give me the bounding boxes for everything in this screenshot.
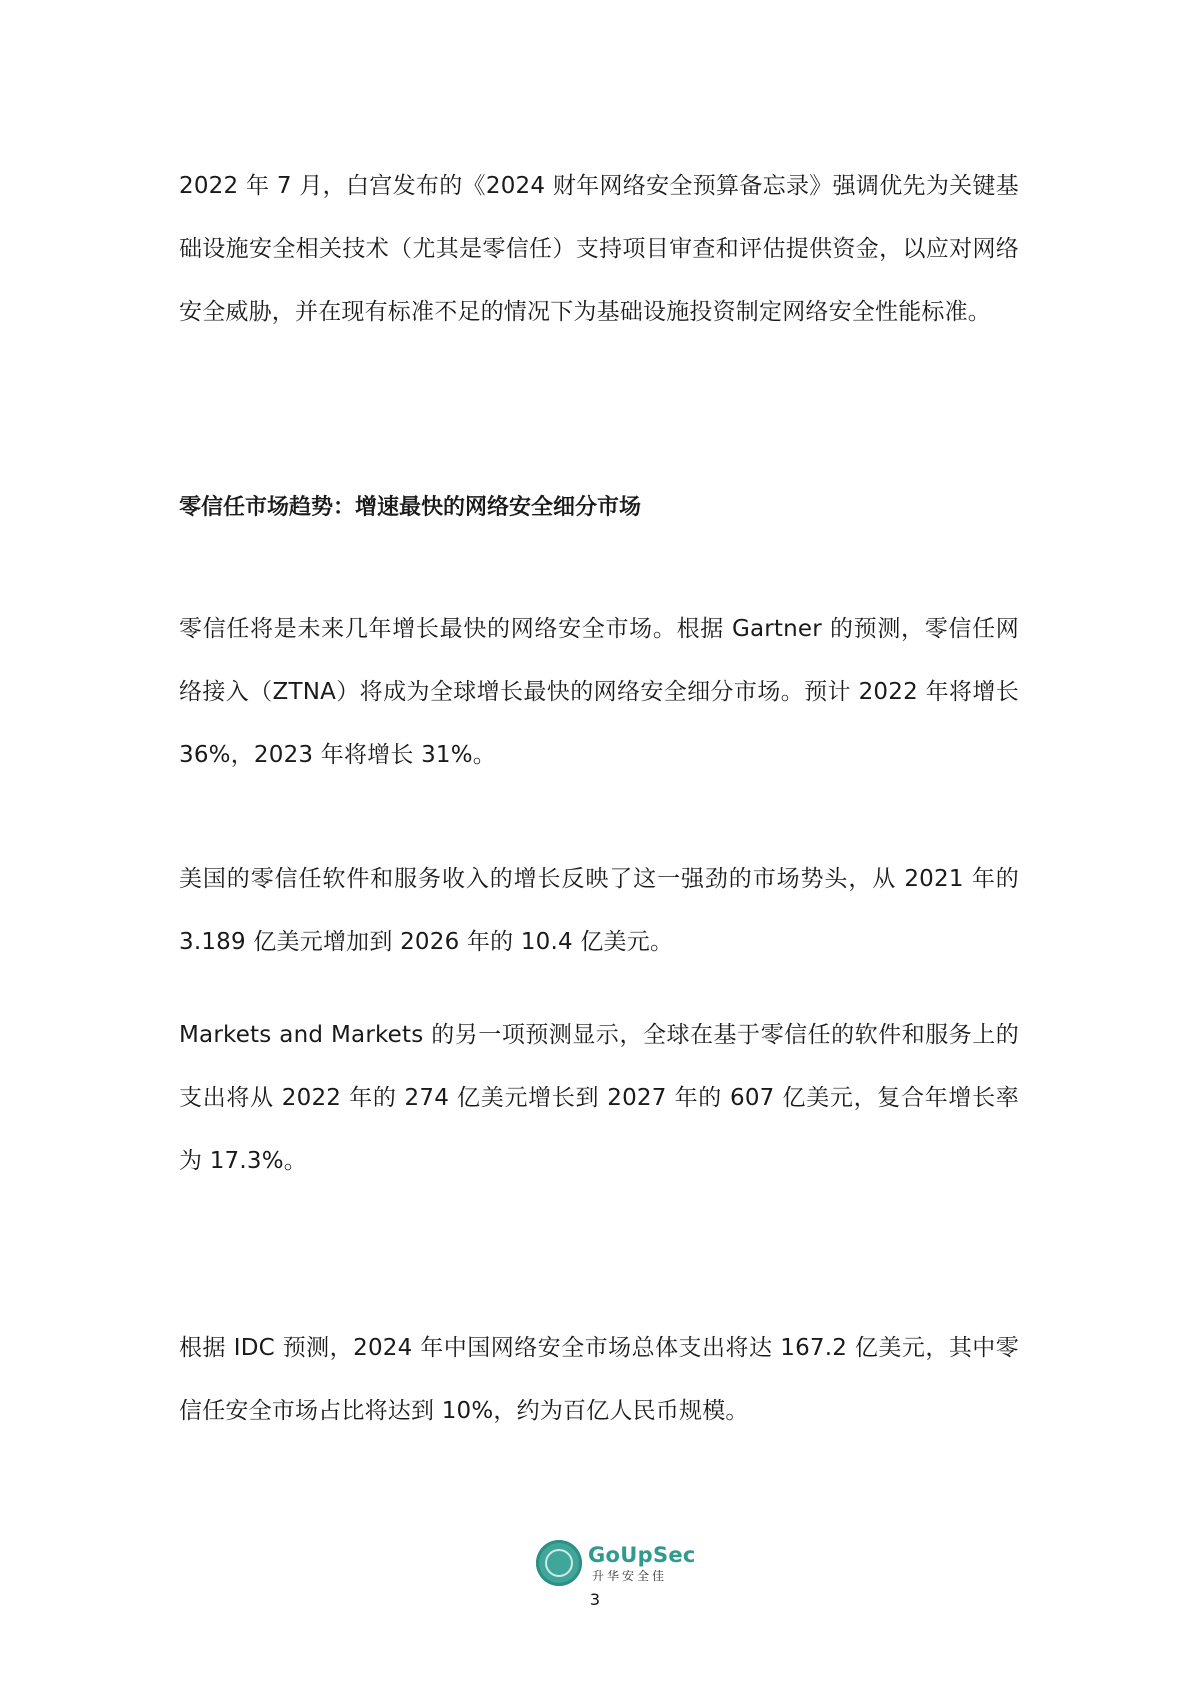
page-footer xyxy=(0,1540,1190,1660)
paragraph-markets: Markets and Markets 的另一项预测显示，全球在基于零信任的软件和服务上的支出将从 2022 年的 274 亿美元增长到 2027 年的 607 亿美元，复合年增长率为 17.3%。 xyxy=(179,1022,1019,1174)
paragraph-gartner: 零信任将是未来几年增长最快的网络安全市场。根据 Gartner 的预测，零信任网络接入（ZTNA）将成为全球增长最快的网络安全细分市场。预计 2022 年将增长 36%，2023 年将增长 31%。 xyxy=(179,616,1019,768)
company-logo xyxy=(536,1540,696,1586)
logo-subtitle: 升华安全佳 xyxy=(592,1568,668,1583)
page-number: 3 xyxy=(589,1590,601,1609)
paragraph-us-revenue: 美国的零信任软件和服务收入的增长反映了这一强劲的市场势头，从 2021 年的 3.189 亿美元增加到 2026 年的 10.4 亿美元。 xyxy=(179,866,1019,955)
logo-text xyxy=(588,1542,696,1583)
logo-brand: GoUpSec xyxy=(588,1542,696,1567)
section-heading: 零信任市场趋势：增速最快的网络安全细分市场 xyxy=(179,495,642,520)
logo-emblem-icon xyxy=(536,1540,582,1586)
paragraph-idc: 根据 IDC 预测，2024 年中国网络安全市场总体支出将达 167.2 亿美元，其中零信任安全市场占比将达到 10%，约为百亿人民币规模。 xyxy=(179,1335,1019,1424)
paragraph-intro: 2022 年 7 月，白宫发布的《2024 财年网络安全预算备忘录》强调优先为关键基础设施安全相关技术（尤其是零信任）支持项目审查和评估提供资金，以应对网络安全威胁，并在现有标准不足的情况下为基础设施投资制定网络安全性能标准。 xyxy=(179,173,1019,325)
